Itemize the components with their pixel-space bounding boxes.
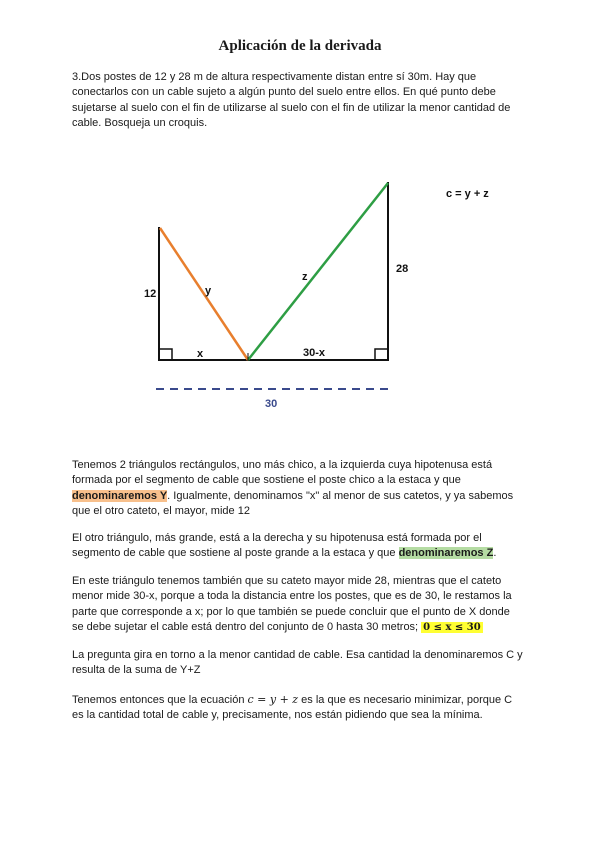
label-30-x: 30-x: [303, 347, 326, 359]
highlight-interval: 0 ≤ x ≤ 30: [423, 622, 481, 634]
right-angle-right: [375, 349, 388, 360]
label-x: x: [197, 348, 204, 360]
label-y: y: [205, 285, 212, 297]
highlight-y: denominaremos Y: [72, 489, 168, 502]
paragraph-1: Tenemos 2 triángulos rectángulos, uno más chico, a la izquierda cuya hipotenusa está formada por el segmento de cable que sostiene el poste chico a la estaca y que denominaremos Y. Igualmente, denominamos "x" al menor de sus catetos, y ya sabemos que el otro cateto, el mayor, mide 12: [72, 459, 514, 518]
equation-inline: c = y + z: [247, 693, 299, 706]
highlight-z: denominaremos Z: [398, 547, 494, 560]
cable-z: [248, 183, 388, 360]
paragraph-2: El otro triángulo, más grande, está a la derecha y su hipotenusa está formada por el segmento de cable que sostiene al poste grande a la estaca y que denominaremos Z.: [72, 532, 497, 560]
croquis-diagram: [0, 160, 600, 460]
right-angle-left: [159, 349, 172, 360]
paragraph-5: Tenemos entonces que la ecuación c = y + z es la que es necesario minimizar, porque C es la cantidad total de cable y, precisamente, nos están pidiendo que sea la mínima.: [72, 693, 513, 722]
paragraph-4: La pregunta gira en torno a la menor cantidad de cable. Esa cantidad la denominaremos C y resulta de la suma de Y+Z: [72, 649, 523, 677]
problem-statement: 3.Dos postes de 12 y 28 m de altura respectivamente distan entre sí 30m. Hay que conectarlos con un cable sujeto a algún punto del suelo entre ellos. En qué punto debe sujetarse al suelo con el fin de utilizarse al suelo con el fin de utilizar la menor cantidad de cable. Bosqueja un croquis.: [72, 71, 511, 130]
page-title: Aplicación de la derivada: [218, 38, 382, 54]
label-12: 12: [144, 288, 157, 300]
cable-y: [160, 228, 248, 360]
label-30: 30: [265, 398, 278, 410]
label-z: z: [302, 271, 308, 283]
equation-label: c = y + z: [446, 188, 489, 200]
label-28: 28: [396, 263, 409, 275]
paragraph-3: En este triángulo tenemos también que su cateto mayor mide 28, mientras que el cateto menor mide 30-x, porque a toda la distancia entre los postes, que es de 30, le restamos la parte que corresponde a x; por lo que también se puede concluir que el punto de X donde se debe sujetar el cable está dentro del conjunto de 0 hasta 30 metros; 0 ≤ x ≤ 30: [72, 575, 512, 634]
